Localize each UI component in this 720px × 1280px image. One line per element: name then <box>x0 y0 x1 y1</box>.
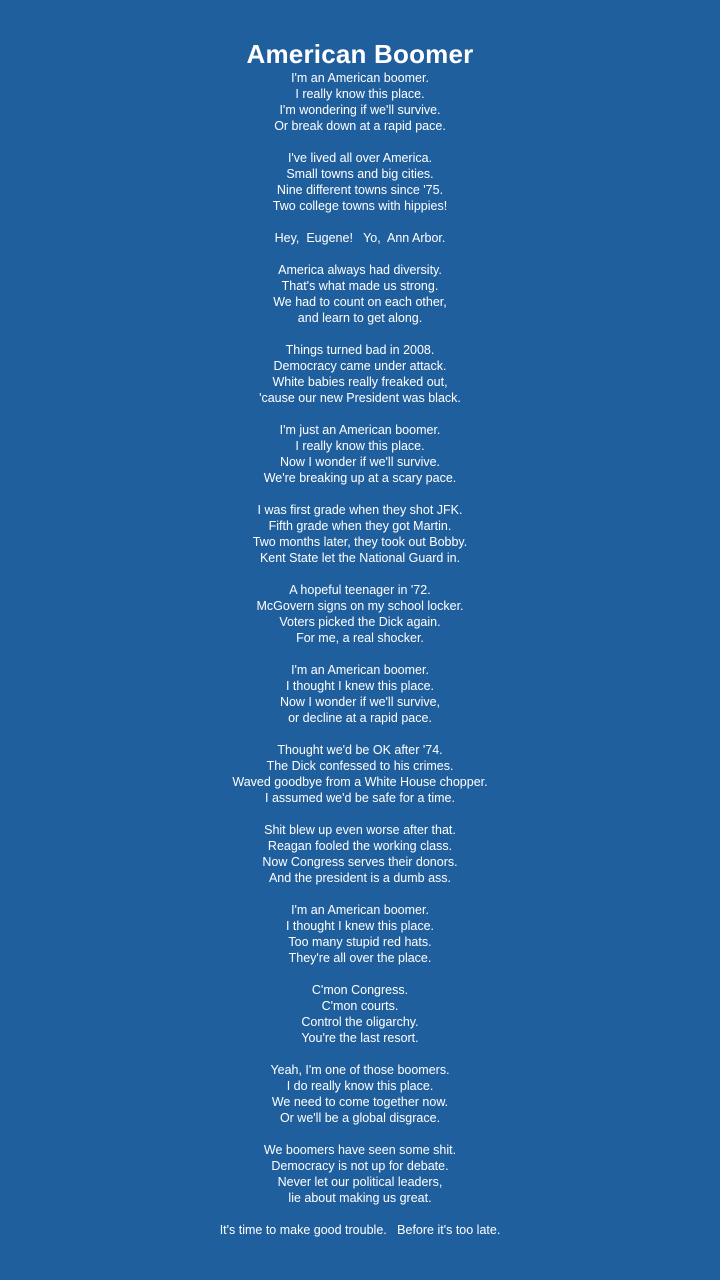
poem-line: I'm an American boomer. <box>291 903 429 917</box>
poem-line: Things turned bad in 2008. <box>285 343 435 357</box>
poem-line: I assumed we'd be safe for a time. <box>265 791 455 805</box>
poem-line: Now Congress serves their donors. <box>262 855 458 869</box>
poem-line: You're the last resort. <box>301 1031 419 1045</box>
poem-line: Or break down at a rapid pace. <box>274 119 446 133</box>
poem-line: Democracy is not up for debate. <box>271 1159 449 1173</box>
poem-line: I've lived all over America. <box>287 151 433 165</box>
poem-line: Voters picked the Dick again. <box>279 615 441 629</box>
poem-stanza <box>0 422 720 486</box>
poem-line: I do really know this place. <box>286 1079 434 1093</box>
poem-line: A hopeful teenager in '72. <box>289 583 431 597</box>
poem-title: American Boomer <box>246 39 474 69</box>
poem-stanza <box>0 342 720 406</box>
poem-line: C'mon courts. <box>321 999 399 1013</box>
poem-body <box>0 70 720 1238</box>
poem-stanza <box>0 150 720 214</box>
poem-line: That's what made us strong. <box>281 279 439 293</box>
poem-line: Hey, Eugene! Yo, Ann Arbor. <box>274 231 446 245</box>
poem-line: I was first grade when they shot JFK. <box>257 503 463 517</box>
poem-line: We're breaking up at a scary pace. <box>263 471 457 485</box>
poem-line: Now I wonder if we'll survive. <box>279 455 441 469</box>
poem-line: Democracy came under attack. <box>273 359 447 373</box>
poem-line: Two college towns with hippies! <box>272 199 448 213</box>
poem-stanza <box>0 502 720 566</box>
poem-line: Reagan fooled the working class. <box>267 839 453 853</box>
poem-line: McGovern signs on my school locker. <box>256 599 464 613</box>
poem-line: 'cause our new President was black. <box>259 391 461 405</box>
poem-stanza <box>0 262 720 326</box>
poem-line: Now I wonder if we'll survive, <box>279 695 441 709</box>
poem-stanza <box>0 230 720 246</box>
poem-stanza <box>0 822 720 886</box>
poem-line: I'm an American boomer. <box>291 71 429 85</box>
poem-line: White babies really freaked out, <box>272 375 448 389</box>
poem-line: or decline at a rapid pace. <box>288 711 432 725</box>
poem-line: Thought we'd be OK after '74. <box>277 743 443 757</box>
poem-line: I thought I knew this place. <box>285 679 434 693</box>
poem-stanza <box>0 982 720 1046</box>
poem-stanza <box>0 1142 720 1206</box>
poem-line: We need to come together now. <box>271 1095 449 1109</box>
poem-line: Shit blew up even worse after that. <box>264 823 456 837</box>
poem-line: Too many stupid red hats. <box>288 935 432 949</box>
poem-stanza <box>0 70 720 134</box>
poem-stanza <box>0 902 720 966</box>
poem-line: Yeah, I'm one of those boomers. <box>270 1063 450 1077</box>
poem-line: and learn to get along. <box>297 311 423 325</box>
poem-stanza <box>0 1062 720 1126</box>
poem-line: They're all over the place. <box>288 951 432 965</box>
poem-line: I really know this place. <box>295 87 425 101</box>
poem-line: Or we'll be a global disgrace. <box>279 1111 441 1125</box>
poem-line: The Dick confessed to his crimes. <box>266 759 454 773</box>
poem-line: Two months later, they took out Bobby. <box>252 535 468 549</box>
poem-line: I'm just an American boomer. <box>279 423 441 437</box>
poem-line: It's time to make good trouble. Before it's too late. <box>219 1223 501 1237</box>
poem-line: I'm wondering if we'll survive. <box>279 103 441 117</box>
poem-line: Nine different towns since '75. <box>276 183 444 197</box>
poem-line: Never let our political leaders, <box>277 1175 443 1189</box>
poem-line: Fifth grade when they got Martin. <box>268 519 452 533</box>
poem-line: For me, a real shocker. <box>296 631 424 645</box>
poem-line: Control the oligarchy. <box>301 1015 419 1029</box>
poem-line: Waved goodbye from a White House chopper. <box>232 775 488 789</box>
poem-line: C'mon Congress. <box>311 983 409 997</box>
poem-line: We boomers have seen some shit. <box>263 1143 457 1157</box>
poem-line: Kent State let the National Guard in. <box>259 551 461 565</box>
poem-line: I thought I knew this place. <box>285 919 434 933</box>
poem-line: Small towns and big cities. <box>286 167 434 181</box>
poem-line: We had to count on each other, <box>273 295 447 309</box>
poem-line: I really know this place. <box>295 439 425 453</box>
poem-line: I'm an American boomer. <box>291 663 429 677</box>
poem-stanza <box>0 582 720 646</box>
poem-line: lie about making us great. <box>288 1191 432 1205</box>
poem-stanza <box>0 742 720 806</box>
poem-line: And the president is a dumb ass. <box>268 871 452 885</box>
poem-line: America always had diversity. <box>278 263 442 277</box>
poem-stanza <box>0 662 720 726</box>
poem-stanza <box>0 1222 720 1238</box>
